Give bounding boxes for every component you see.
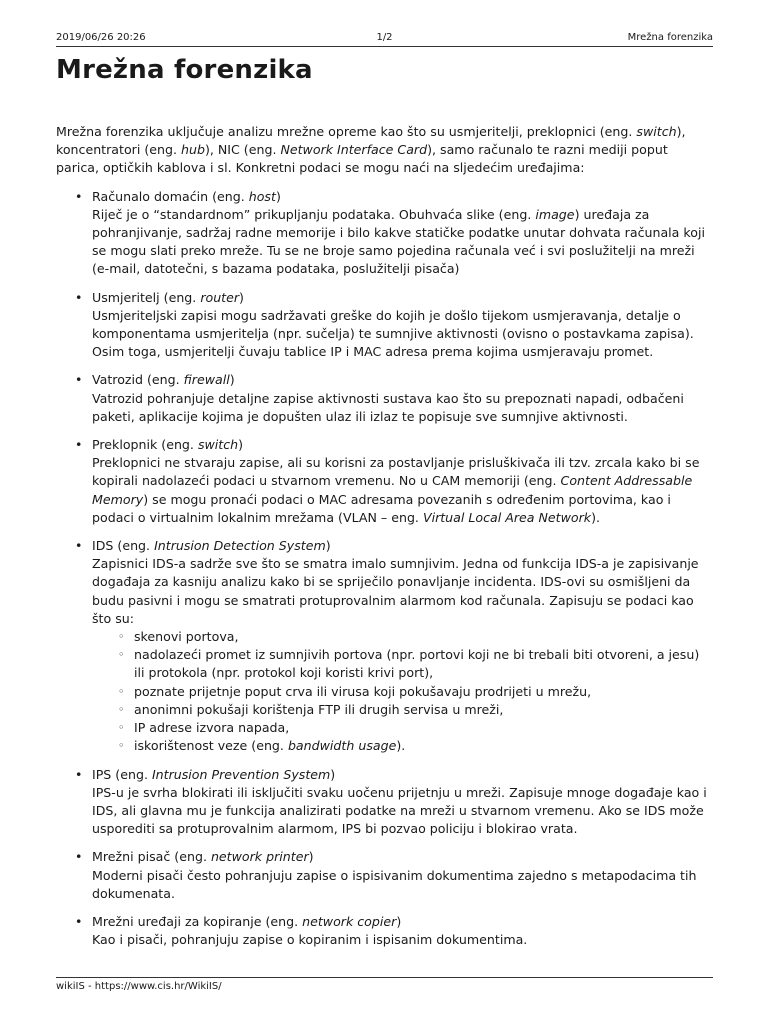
sub-list-item: ◦ poznate prijetnje poput crva ili virusa koji pokušavaju prodrijeti u mrežu,: [118, 683, 713, 701]
sub-list-item: ◦ iskorištenost veze (eng. bandwidth usage).: [118, 737, 713, 755]
item-body: Usmjeriteljski zapisi mogu sadržavati greške do kojih je došlo tijekom usmjeravanja, detalje o komponentama usmjeritelja (npr. sučelja) te sumnjive aktivnosti (ovisno o postavkama zapisa). Osim toga, usmjeritelji čuvaju tablice IP i MAC adresa prema kojima usmjeravaju promet.: [92, 307, 694, 360]
sub-list-item: ◦ anonimni pokušaji korištenja FTP ili drugih servisa u mreži,: [118, 701, 713, 719]
article-body: [56, 123, 713, 959]
page-footer: wikiIS - https://www.cis.hr/WikiIS/: [56, 981, 222, 992]
item-body: Kao i pisači, pohranjuju zapise o kopiranim i ispisanim dokumentima.: [92, 932, 528, 948]
sub-list-item: ◦ IP adrese izvora napada,: [118, 719, 713, 737]
item-title: • Preklopnik (eng. switch): [92, 437, 244, 453]
item-body: Preklopnici ne stvaraju zapise, ali su korisni za postavljanje prisluškivača ili tzv. zrcala kako bi se kopirali nadolazeći podaci u stvarnom vremenu. No u CAM memoriji (eng. Content Addressable Memory) se mogu pronaći podaci o MAC adresama povezanih s određenim portovima, kao i podaci o virtualnim lokalnim mrežama (VLAN – eng. Virtual Local Area Network).: [92, 455, 700, 525]
sub-list-item: ◦ nadolazeći promet iz sumnjivih portova (npr. portovi koji ne bi trebali biti otvoreni, a jesu) ili protokola (npr. protokol koji koristi krivi port),: [118, 646, 713, 682]
list-item-copier: [75, 913, 713, 949]
header-date: 2019/06/26 20:26: [56, 32, 146, 43]
list-item-router: [75, 289, 713, 362]
list-item-printer: [75, 848, 713, 903]
ids-data-sublist: [92, 628, 713, 755]
device-list: [56, 188, 713, 950]
list-item-switch: [75, 436, 713, 527]
page-header: [56, 32, 713, 46]
item-body: Riječ je o “standardnom” prikupljanju podataka. Obuhvaća slike (eng. image) uređaja za pohranjivanje, sadržaj radne memorije i bilo kakve statičke podatke unutar dohvata računala koji se mogu slati preko mreže. Tu se ne broje samo pojedina računala već i svi poslužitelji na mreži (e-mail, datotečni, s bazama podataka, poslužitelji pisača): [92, 206, 705, 277]
item-title: • Računalo domaćin (eng. host): [92, 188, 281, 204]
document-page: [56, 0, 713, 1024]
footer-divider: [56, 977, 713, 978]
sub-list-item: ◦ skenovi portova,: [118, 628, 713, 646]
list-item-firewall: [75, 371, 713, 426]
item-title: • IPS (eng. Intrusion Prevention System): [92, 766, 336, 782]
item-body: IPS-u je svrha blokirati ili isključiti svaku uočenu prijetnju u mreži. Zapisuje mnoge događaje kao i IDS, ali glavna mu je funkcija analizirati podatke na mreži u stvarnom vremenu. Ako se IDS može usporediti sa protuprovalnim alarmom, IPS bi pozvao policiju i blokirao vrata.: [92, 784, 707, 837]
header-title: Mrežna forenzika: [627, 32, 713, 43]
intro-paragraph: Mrežna forenzika uključuje analizu mrežne opreme kao što su usmjeritelji, preklopnici (eng. switch), koncentratori (eng. hub), NIC (eng. Network Interface Card), samo računalo te razni mediji poput parica, optičkih kablova i sl. Konkretni podaci se mogu naći na sljedećim uređajima:: [56, 124, 686, 176]
list-item-ips: [75, 766, 713, 839]
item-title: • Usmjeritelj (eng. router): [92, 289, 244, 305]
item-title: • Mrežni uređaji za kopiranje (eng. network copier): [92, 913, 402, 929]
header-divider: [56, 46, 713, 47]
header-page-number: 1/2: [376, 32, 393, 43]
page-title: Mrežna forenzika: [56, 55, 313, 85]
item-body: Vatrozid pohranjuje detaljne zapise aktivnosti sustava kao što su prepoznati napadi, odbačeni paketi, aplikacije kojima je dopušten ulaz ili izlaz te popisuje sve sumnjive aktivnosti.: [92, 390, 684, 424]
item-title: • IDS (eng. Intrusion Detection System): [92, 538, 331, 554]
item-title: • Vatrozid (eng. firewall): [92, 372, 235, 388]
list-item-host: [75, 188, 713, 279]
item-body: Moderni pisači često pohranjuju zapise o ispisivanim dokumentima zajedno s metapodacima tih dokumenata.: [92, 867, 697, 901]
item-body: Zapisnici IDS-a sadrže sve što se smatra imalo sumnjivim. Jedna od funkcija IDS-a je zapisivanje događaja za kasniju analizu kako bi se spriječilo ponavljanje incidenta. IDS-ovi su osmišljeni da budu pasivni i mogu se smatrati protuprovalnim alarmom kod računala. Zapisuju se podaci kao što su:: [92, 556, 699, 626]
list-item-ids: [75, 537, 713, 755]
item-title: • Mrežni pisač (eng. network printer): [92, 849, 314, 865]
